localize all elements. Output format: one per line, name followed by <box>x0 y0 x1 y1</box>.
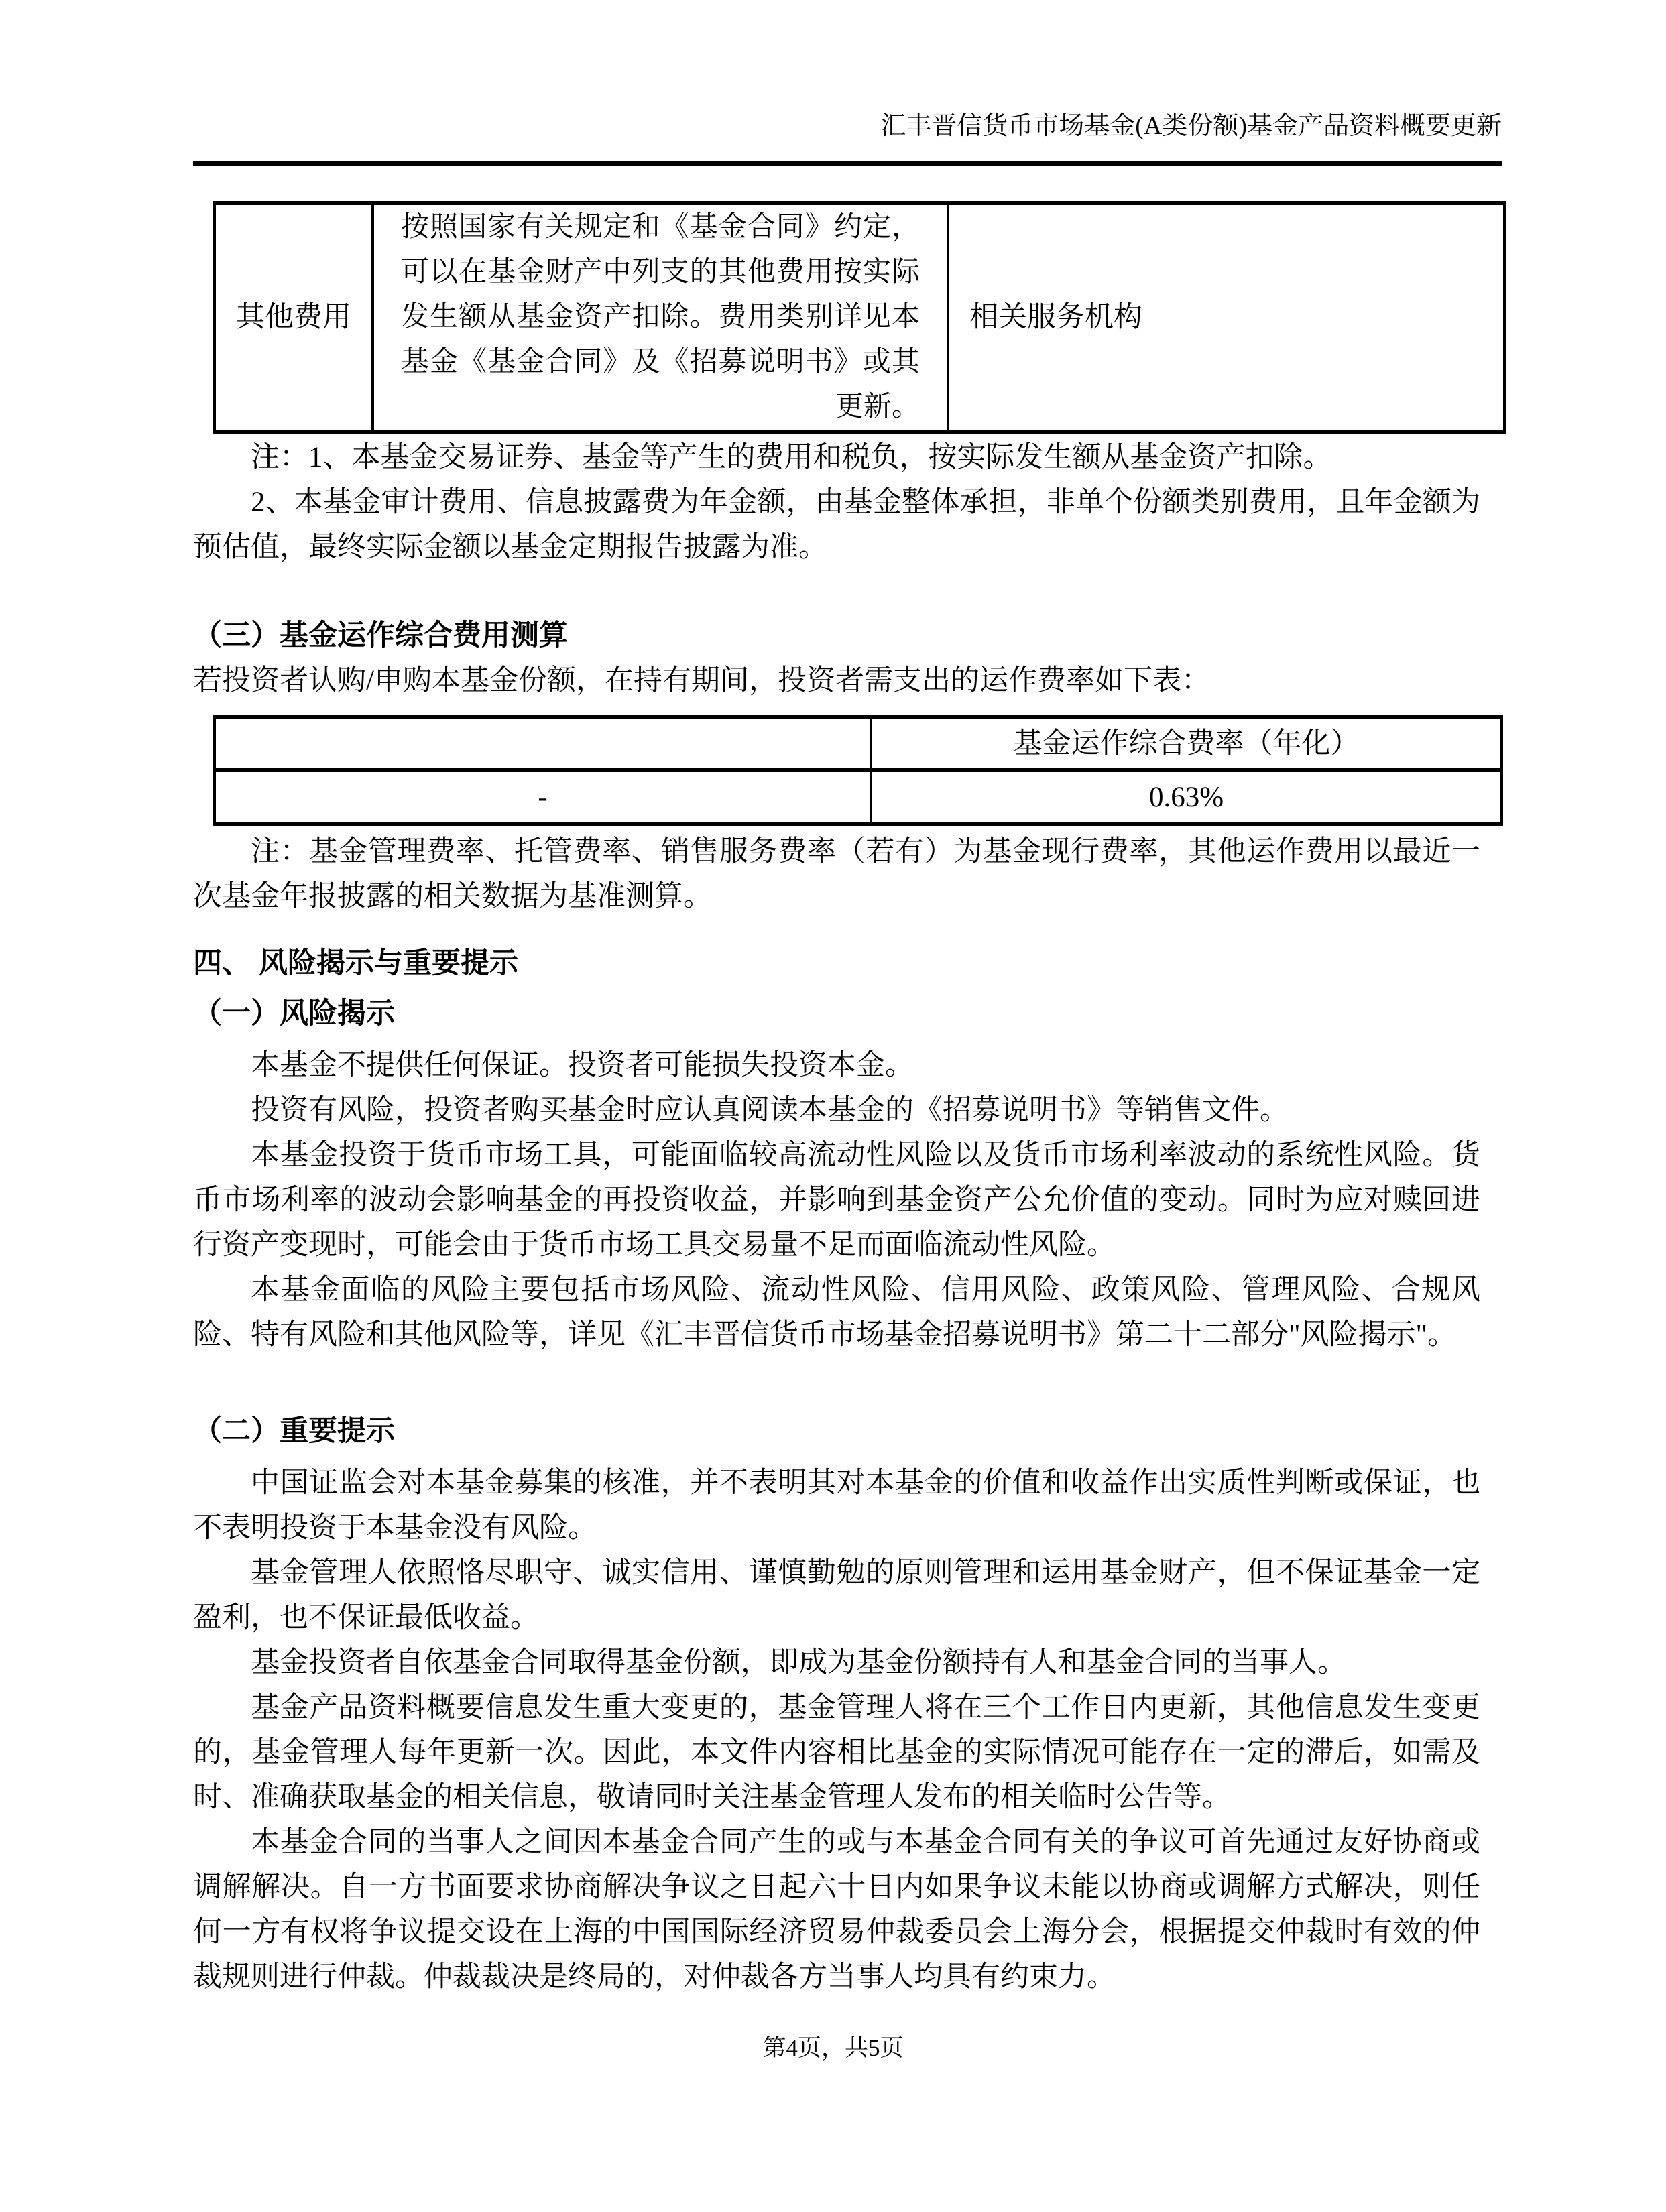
other-fees-table <box>213 201 1506 434</box>
fee-type-cell: 其他费用 <box>215 203 373 432</box>
risk-paragraph: 本基金投资于货币市场工具，可能面临较高流动性风险以及货币市场利率波动的系统性风险。货币市场利率的波动会影响基金的再投资收益，并影响到基金资产公允价值的变动。同时为应对赎回进行资产变现时，可能会由于货币市场工具交易量不足而面临流动性风险。 <box>193 1140 1480 1261</box>
fees-table-notes <box>193 435 1480 570</box>
fee-payee-text: 相关服务机构 <box>969 302 1142 333</box>
description-line: 基金《基金合同》及《招募说明书》或其 <box>401 347 920 377</box>
description-line: 按照国家有关规定和《基金合同》约定， <box>401 212 920 243</box>
table-header-row <box>215 717 1502 770</box>
fee-description-text <box>374 205 947 430</box>
section4-heading: 四、 风险揭示与重要提示 <box>193 947 518 979</box>
empty-header-cell <box>215 717 871 770</box>
risk-paragraph: 本基金不提供任何保证。投资者可能损失投资本金。 <box>251 1050 914 1081</box>
note-paragraph: 2、本基金审计费用、信息披露费为年金额，由基金整体承担，非单个份额类别费用，且年金额为预估值，最终实际金额以基金定期报告披露为准。 <box>193 487 1480 563</box>
description-line: 发生额从基金资产扣除。费用类别详见本 <box>401 302 920 332</box>
table-row <box>215 770 1502 824</box>
document-body <box>193 0 1480 2000</box>
notice-paragraph: 基金产品资料概要信息发生重大变更的，基金管理人将在三个工作日内更新，其他信息发生变更的，基金管理人每年更新一次。因此，本文件内容相比基金的实际情况可能存在一定的滞后，如需及时、准确获取基金的相关信息，敬请同时关注基金管理人发布的相关临时公告等。 <box>193 1692 1480 1813</box>
fee-rate-value-cell: 0.63% <box>871 770 1502 824</box>
operating-fee-table <box>213 715 1503 826</box>
risk-paragraph: 本基金面临的风险主要包括市场风险、流动性风险、信用风险、政策风险、管理风险、合规风险、特有风险和其他风险等，详见《汇丰晋信货币市场基金招募说明书》第二十二部分"风险揭示"。 <box>193 1274 1480 1351</box>
note-paragraph: 注：1、本基金交易证券、基金等产生的费用和税负，按实际发生额从基金资产扣除。 <box>251 442 1332 473</box>
fee-rate-header-cell: 基金运作综合费率（年化） <box>871 717 1502 770</box>
fee-payee-cell <box>948 203 1504 432</box>
notice-paragraph: 中国证监会对本基金募集的核准，并不表明其对本基金的价值和收益作出实质性判断或保证，也不表明投资于本基金没有风险。 <box>193 1467 1480 1544</box>
section3-intro: 若投资者认购/申购本基金份额，在持有期间，投资者需支出的运作费率如下表： <box>193 665 1210 696</box>
description-line: 更新。 <box>835 391 920 422</box>
notice-subheading: （二）重要提示 <box>193 1415 395 1447</box>
notice-paragraph: 基金管理人依照恪尽职守、诚实信用、谨慎勤勉的原则管理和运用基金财产，但不保证基金一定盈利，也不保证最低收益。 <box>193 1557 1480 1634</box>
description-line: 可以在基金财产中列支的其他费用按实际 <box>401 257 920 288</box>
fee-description-cell <box>373 203 948 432</box>
fee-rate-label-cell: - <box>215 770 871 824</box>
notice-paragraph: 基金投资者自依基金合同取得基金份额，即成为基金份额持有人和基金合同的当事人。 <box>251 1647 1346 1678</box>
top-spacer <box>193 0 1480 201</box>
notice-paragraph: 本基金合同的当事人之间因本基金合同产生的或与本基金合同有关的争议可首先通过友好协商或调解解决。自一方书面要求协商解决争议之日起六十日内如果争议未能以协商或调解方式解决，则任何一方有权将争议提交设在上海的中国国际经济贸易仲裁委员会上海分会，根据提交仲裁时有效的仲裁规则进行仲裁。仲裁裁决是终局的，对仲裁各方当事人均具有约束力。 <box>193 1827 1480 1993</box>
table-row <box>215 203 1504 432</box>
page-number: 第4页，共5页 <box>762 2035 904 2061</box>
section3-note: 注：基金管理费率、托管费率、销售服务费率（若有）为基金现行费率，其他运作费用以最近一次基金年报披露的相关数据为基准测算。 <box>193 836 1480 912</box>
page-header-title: 汇丰晋信货币市场基金(A类份额)基金产品资料概要更新 <box>880 112 1502 140</box>
risk-subheading: （一）风险揭示 <box>193 997 395 1030</box>
section3-heading: （三）基金运作综合费用测算 <box>193 619 568 652</box>
risk-paragraph: 投资有风险，投资者购买基金时应认真阅读本基金的《招募说明书》等销售文件。 <box>251 1095 1289 1126</box>
